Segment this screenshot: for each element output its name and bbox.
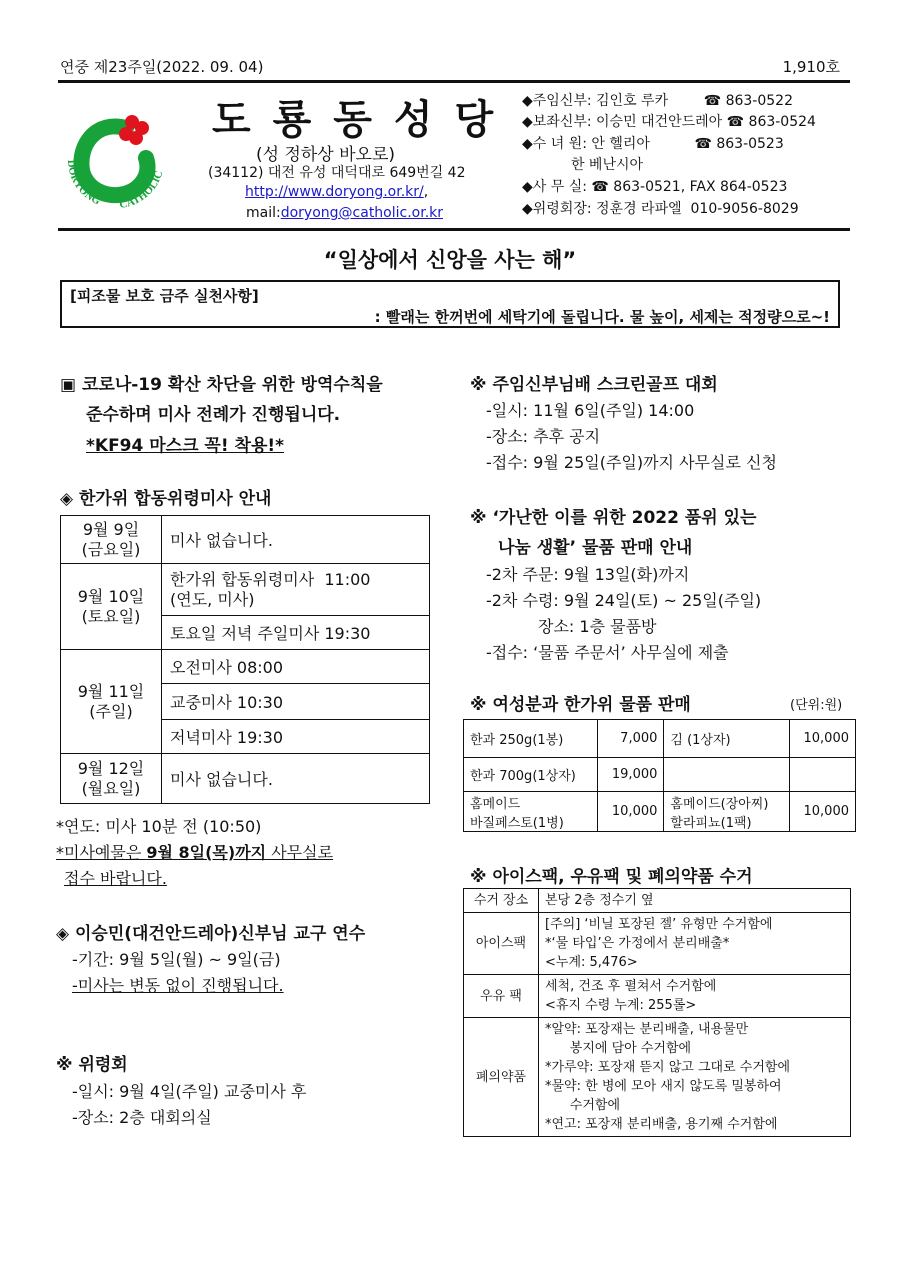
mass-schedule-table [60,515,430,804]
contact-5: ◆사 무 실: ☎ 863-0521, FAX 864-0523 [522,179,788,195]
church-name: 도룡동성당 [212,97,516,143]
svg-text:DORYONG: DORYONG [64,159,103,208]
memorial-heading: ※ 위령회 [56,1055,128,1075]
issue-number: 1,910호 [782,58,840,76]
mass-cell: 한가위 합동위령미사 11:00 (연도, 미사) [162,564,430,616]
notice-box [60,280,840,328]
corona-line2: 준수하며 미사 전례가 진행됩니다. [86,405,341,425]
sharing-line4: -접수: ‘물품 주문서’ 사무실에 제출 [486,643,729,662]
contact-2: ◆보좌신부: 이승민 대건안드레아 ☎ 863-0524 [522,114,816,130]
goods-price: 19,000 [598,758,664,792]
goods-price: 10,000 [598,792,664,832]
training-heading: ◈ 이승민(대건안드레아)신부님 교구 연수 [56,924,366,944]
chuseok-note2: *미사예물은 9월 8일(목)까지 사무실로 [56,843,334,862]
training-line2: -미사는 변동 없이 진행됩니다. [72,976,284,995]
golf-line3: -접수: 9월 25일(주일)까지 사무실로 신청 [486,453,777,472]
goods-item: 김 (1상자) [664,720,789,758]
mass-cell: 저녁미사 19:30 [162,720,430,754]
patron: (성 정하상 바오로) [256,145,396,165]
date-cell: 9월 12일 (월요일) [61,754,162,804]
contact-3: ◆수 녀 원: 안 헬리아 ☎ 863-0523 [522,136,784,152]
contact-1: ◆주임신부: 김인호 루카 ☎ 863-0522 [522,93,793,109]
mass-cell: 오전미사 08:00 [162,650,430,684]
recycle-key: 우유 팩 [464,975,539,1018]
golf-line2: -장소: 추후 공지 [486,427,601,446]
website-line: http://www.doryong.or.kr/, [245,184,429,200]
church-logo [56,100,176,220]
recycle-key: 수거 장소 [464,889,539,913]
goods-item: 한과 250g(1봉) [464,720,598,758]
golf-heading: ※ 주임신부님배 스크린골프 대회 [470,375,718,395]
chuseok-note1: *연도: 미사 10분 전 (10:50) [56,817,262,836]
notice-title: [피조물 보호 금주 실천사항] [70,287,259,305]
mass-cell: 미사 없습니다. [162,516,430,564]
sharing-heading2: 나눔 생활’ 물품 판매 안내 [498,538,693,558]
chuseok-heading: ◈ 한가위 합동위령미사 안내 [60,489,272,509]
memorial-line2: -장소: 2층 대회의실 [72,1108,212,1127]
memorial-line1: -일시: 9월 4일(주일) 교중미사 후 [72,1082,307,1101]
recycle-value: 본당 2층 정수기 옆 [539,889,851,913]
mail-line: mail:doryong@catholic.or.kr [246,205,444,221]
goods-item: 홈메이드 바질페스토(1병) [464,792,598,832]
date-cell: 9월 10일 (토요일) [61,564,162,650]
sharing-heading1: ※ ‘가난한 이를 위한 2022 품위 있는 [470,508,757,528]
goods-unit: (단위:원) [790,698,843,713]
mail-link[interactable]: doryong@catholic.or.kr [280,205,444,221]
mass-cell: 토요일 저녁 주일미사 19:30 [162,616,430,650]
recycle-key: 아이스팩 [464,913,539,975]
goods-price [789,758,855,792]
chuseok-note3: 접수 바랍니다. [64,869,167,888]
goods-item: 홈메이드(장아찌) 할라피뇨(1팩) [664,792,789,832]
goods-price: 10,000 [789,720,855,758]
sharing-line2: -2차 수령: 9월 24일(토) ~ 25일(주일) [486,591,762,610]
date-cell: 9월 11일 (주일) [61,650,162,754]
header-top-rule [58,80,850,83]
sharing-line3: 장소: 1층 물품방 [538,617,657,636]
corona-line3: *KF94 마스크 꼭! 착용!* [86,436,285,456]
notice-text: : 빨래는 한꺼번에 세탁기에 돌립니다. 물 높이, 세제는 적정량으로~! [374,308,830,326]
recycle-value: *알약: 포장재는 분리배출, 내용물만 봉지에 담아 수거함에 *가루약: 포장재 뜯지 않고 그대로 수거함에 *물약: 한 병에 모아 새지 않도록 밀봉하여 수거함에 *연고: 포장재 분리배출, 용기째 수거함에 [539,1018,851,1137]
date-cell: 9월 9일 (금요일) [61,516,162,564]
goods-price: 7,000 [598,720,664,758]
issue-date: 연중 제23주일(2022. 09. 04) [60,58,264,76]
mass-cell: 교중미사 10:30 [162,684,430,720]
corona-line1: ▣ 코로나-19 확산 차단을 위한 방역수칙을 [60,375,383,395]
mass-cell: 미사 없습니다. [162,754,430,804]
recycle-key: 폐의약품 [464,1018,539,1137]
training-line1: -기간: 9월 5일(월) ~ 9일(금) [72,950,281,969]
year-theme: “일상에서 신앙을 사는 해” [323,248,577,272]
website-link[interactable]: http://www.doryong.or.kr/ [245,184,424,200]
recycle-table [463,888,851,1137]
goods-heading: ※ 여성분과 한가위 물품 판매 [470,695,691,715]
goods-price: 10,000 [789,792,855,832]
header-bottom-rule [58,228,850,231]
sharing-line1: -2차 주문: 9월 13일(화)까지 [486,565,690,584]
contact-4: 한 베난시아 [522,157,644,173]
contact-6: ◆위령회장: 정훈경 라파엘 010-9056-8029 [522,201,799,217]
recycle-value: [주의] ‘비닐 포장된 젤’ 유형만 수거함에 *‘물 타입’은 가정에서 분리배출* <누계: 5,476> [539,913,851,975]
goods-table [463,719,856,832]
svg-text:CATHOLIC: CATHOLIC [118,169,166,211]
goods-item: 한과 700g(1상자) [464,758,598,792]
recycle-heading: ※ 아이스팩, 우유팩 및 폐의약품 수거 [470,867,753,887]
address: (34112) 대전 유성 대덕대로 649번길 42 [208,165,466,181]
golf-line1: -일시: 11월 6일(주일) 14:00 [486,401,695,420]
goods-item [664,758,789,792]
recycle-value: 세척, 건조 후 펼쳐서 수거함에 <휴지 수령 누계: 255롤> [539,975,851,1018]
